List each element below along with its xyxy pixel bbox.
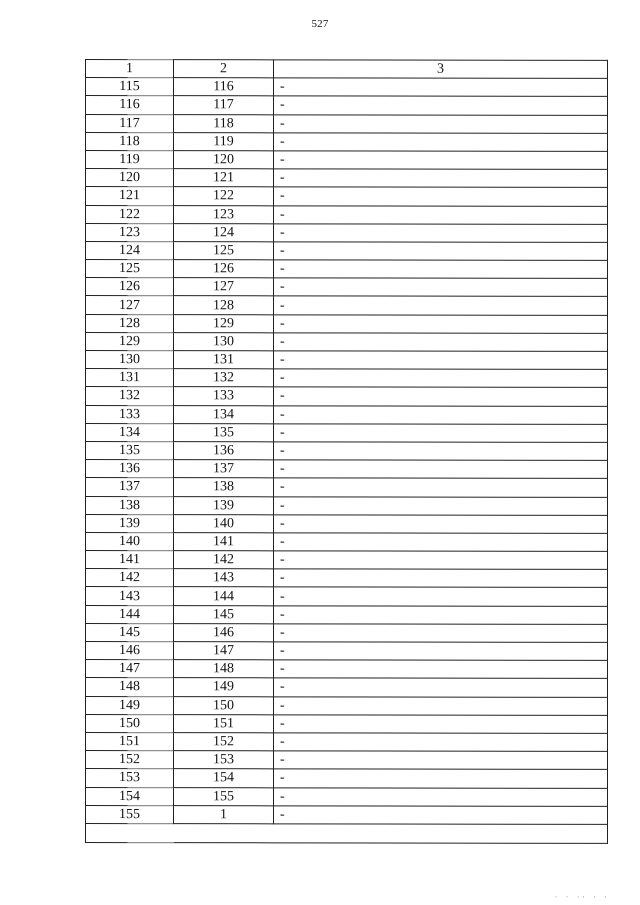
table-row [86,278,608,297]
table-cell-col-2: 116 [174,78,274,96]
table-cell-col-1: 137 [86,478,174,496]
table-cell-blank [86,823,608,843]
table-row [86,514,608,533]
table-cell-col-1: 130 [86,351,174,369]
table-row [86,787,608,806]
table-cell-col-1: 123 [86,223,174,241]
table-cell-col-1: 134 [86,423,174,441]
column-header-2: 2 [174,60,274,78]
table-cell-col-2: 137 [174,460,274,478]
table-cell-col-3: - [274,642,608,661]
table-cell-col-3: - [274,224,608,243]
table-cell-col-1: 132 [86,387,174,405]
table-row [86,223,608,242]
table-cell-col-3: - [274,351,608,370]
table-row [86,714,608,733]
table-cell-col-1: 135 [86,441,174,459]
table-cell-col-3: - [274,151,608,170]
table-cell-col-3: - [274,169,608,188]
table-cell-col-2: 151 [174,714,274,732]
table-cell-col-1: 118 [86,132,174,150]
table-cell-col-3: - [274,205,608,224]
table-row [86,78,608,97]
column-header-1: 1 [86,60,174,78]
table-header [86,60,608,79]
table-row [86,660,608,679]
table-cell-col-2: 130 [174,332,274,350]
table-row [86,405,608,424]
table-cell-col-2: 131 [174,351,274,369]
table-cell-col-3: - [274,424,608,443]
table-cell-col-1: 124 [86,241,174,259]
table-cell-col-3: - [274,296,608,315]
table-cell-col-3: - [274,278,608,297]
table-cell-col-1: 131 [86,369,174,387]
table-cell-col-3: - [274,442,608,461]
table-cell-col-1: 142 [86,569,174,587]
table-cell-col-3: - [274,696,608,715]
table-cell-col-2: 148 [174,660,274,678]
table-cell-col-2: 128 [174,296,274,314]
table-cell-col-1: 149 [86,696,174,714]
table-cell-col-2: 134 [174,405,274,423]
table-row [86,241,608,260]
table-cell-col-3: - [274,478,608,497]
table-row [86,260,608,279]
table-row [86,96,608,115]
table-cell-col-2: 125 [174,242,274,260]
table-cell-col-1: 145 [86,623,174,641]
table-cell-col-3: - [274,715,608,734]
table-cell-col-3: - [274,551,608,570]
table-cell-col-1: 136 [86,460,174,478]
table-cell-col-3: - [274,605,608,624]
table-cell-col-3: - [274,387,608,406]
table-row [86,623,608,642]
table-cell-col-3: - [274,515,608,534]
table-row [86,732,608,751]
table-cell-col-1: 152 [86,751,174,769]
table-cell-col-2: 146 [174,623,274,641]
header-row [86,60,608,79]
table-row [86,551,608,570]
table-cell-col-3: - [274,314,608,333]
scan-footer-marks: ' ' '' ' ' [555,895,610,903]
table-row [86,678,608,697]
table-row-blank [86,823,608,843]
table-row [86,696,608,715]
table-cell-col-2: 124 [174,223,274,241]
table-cell-col-2: 149 [174,678,274,696]
table-row [86,769,608,788]
table-cell-col-1: 138 [86,496,174,514]
table-cell-col-2: 133 [174,387,274,405]
table-cell-col-3: - [274,587,608,606]
table-cell-col-1: 125 [86,260,174,278]
table-cell-col-3: - [274,624,608,643]
table-cell-col-3: - [274,533,608,552]
table-cell-col-3: - [274,133,608,152]
table-row [86,150,608,169]
table-row [86,642,608,661]
table-cell-col-1: 120 [86,169,174,187]
table-row [86,478,608,497]
table-cell-col-1: 119 [86,150,174,168]
table-cell-col-3: - [274,96,608,115]
table-cell-col-1: 141 [86,551,174,569]
table-cell-col-2: 144 [174,587,274,605]
table-cell-col-1: 151 [86,732,174,750]
table-row [86,187,608,206]
table-cell-col-3: - [274,242,608,261]
table-row [86,460,608,479]
table-cell-col-2: 154 [174,769,274,787]
table-cell-col-2: 121 [174,169,274,187]
table-cell-col-3: - [274,114,608,133]
table-cell-col-1: 140 [86,532,174,550]
table-cell-col-1: 147 [86,660,174,678]
table-cell-col-2: 1 [174,805,274,823]
table-cell-col-2: 145 [174,605,274,623]
table-row [86,423,608,442]
table-row [86,496,608,515]
table-cell-col-1: 121 [86,187,174,205]
table-cell-col-1: 150 [86,714,174,732]
table-row [86,369,608,388]
table-cell-col-2: 135 [174,423,274,441]
table-cell-col-2: 122 [174,187,274,205]
table-cell-col-2: 150 [174,696,274,714]
table-cell-col-3: - [274,405,608,424]
table-cell-col-3: - [274,787,608,806]
table-cell-col-2: 140 [174,514,274,532]
table-cell-col-1: 128 [86,314,174,332]
table-row [86,205,608,224]
table-row [86,351,608,370]
table-cell-col-1: 127 [86,296,174,314]
table-cell-col-2: 119 [174,132,274,150]
table-cell-col-1: 116 [86,96,174,114]
table-cell-col-1: 115 [86,78,174,96]
table-cell-col-3: - [274,496,608,515]
page-number: 527 [311,18,329,30]
table-row [86,387,608,406]
table-row [86,532,608,551]
table-cell-col-2: 120 [174,151,274,169]
table-cell-col-3: - [274,460,608,479]
data-table [85,59,608,844]
table-cell-col-2: 139 [174,496,274,514]
table-cell-col-2: 138 [174,478,274,496]
table-cell-col-2: 143 [174,569,274,587]
table-cell-col-1: 148 [86,678,174,696]
table-cell-col-3: - [274,333,608,352]
table-cell-col-1: 126 [86,278,174,296]
table-cell-col-1: 133 [86,405,174,423]
table-cell-col-1: 117 [86,114,174,132]
table-row [86,132,608,151]
table-cell-col-1: 139 [86,514,174,532]
table-cell-col-3: - [274,678,608,697]
table-cell-col-2: 123 [174,205,274,223]
table-cell-col-3: - [274,369,608,388]
table-row [86,441,608,460]
table-row [86,114,608,133]
table-row [86,314,608,333]
table-cell-col-1: 144 [86,605,174,623]
table-cell-col-3: - [274,806,608,825]
table-cell-col-3: - [274,769,608,788]
table-cell-col-2: 129 [174,314,274,332]
table-cell-col-3: - [274,660,608,679]
table-cell-col-2: 155 [174,787,274,805]
table-cell-col-3: - [274,187,608,206]
table-cell-col-2: 127 [174,278,274,296]
table-cell-col-1: 155 [86,805,174,823]
table-cell-col-1: 154 [86,787,174,805]
table-cell-col-1: 122 [86,205,174,223]
table-body [86,78,608,844]
column-header-3: 3 [274,60,608,79]
table-row [86,569,608,588]
table-cell-col-2: 117 [174,96,274,114]
table-cell-col-2: 152 [174,733,274,751]
table-row [86,169,608,188]
table-cell-col-1: 129 [86,332,174,350]
table-cell-col-3: - [274,78,608,97]
table-cell-col-3: - [274,733,608,752]
table-cell-col-2: 142 [174,551,274,569]
table-row [86,605,608,624]
table-cell-col-2: 118 [174,114,274,132]
table-cell-col-2: 126 [174,260,274,278]
table-cell-col-2: 136 [174,442,274,460]
table-cell-col-1: 153 [86,769,174,787]
table-row [86,805,608,824]
table-cell-col-2: 153 [174,751,274,769]
table-cell-col-2: 141 [174,533,274,551]
table-cell-col-3: - [274,751,608,770]
table-row [86,332,608,351]
table-cell-col-3: - [274,569,608,588]
table-row [86,587,608,606]
table-cell-col-1: 143 [86,587,174,605]
table-cell-col-3: - [274,260,608,279]
table-cell-col-1: 146 [86,642,174,660]
table-row [86,751,608,770]
table-row [86,296,608,315]
table-cell-col-2: 132 [174,369,274,387]
table-cell-col-2: 147 [174,642,274,660]
